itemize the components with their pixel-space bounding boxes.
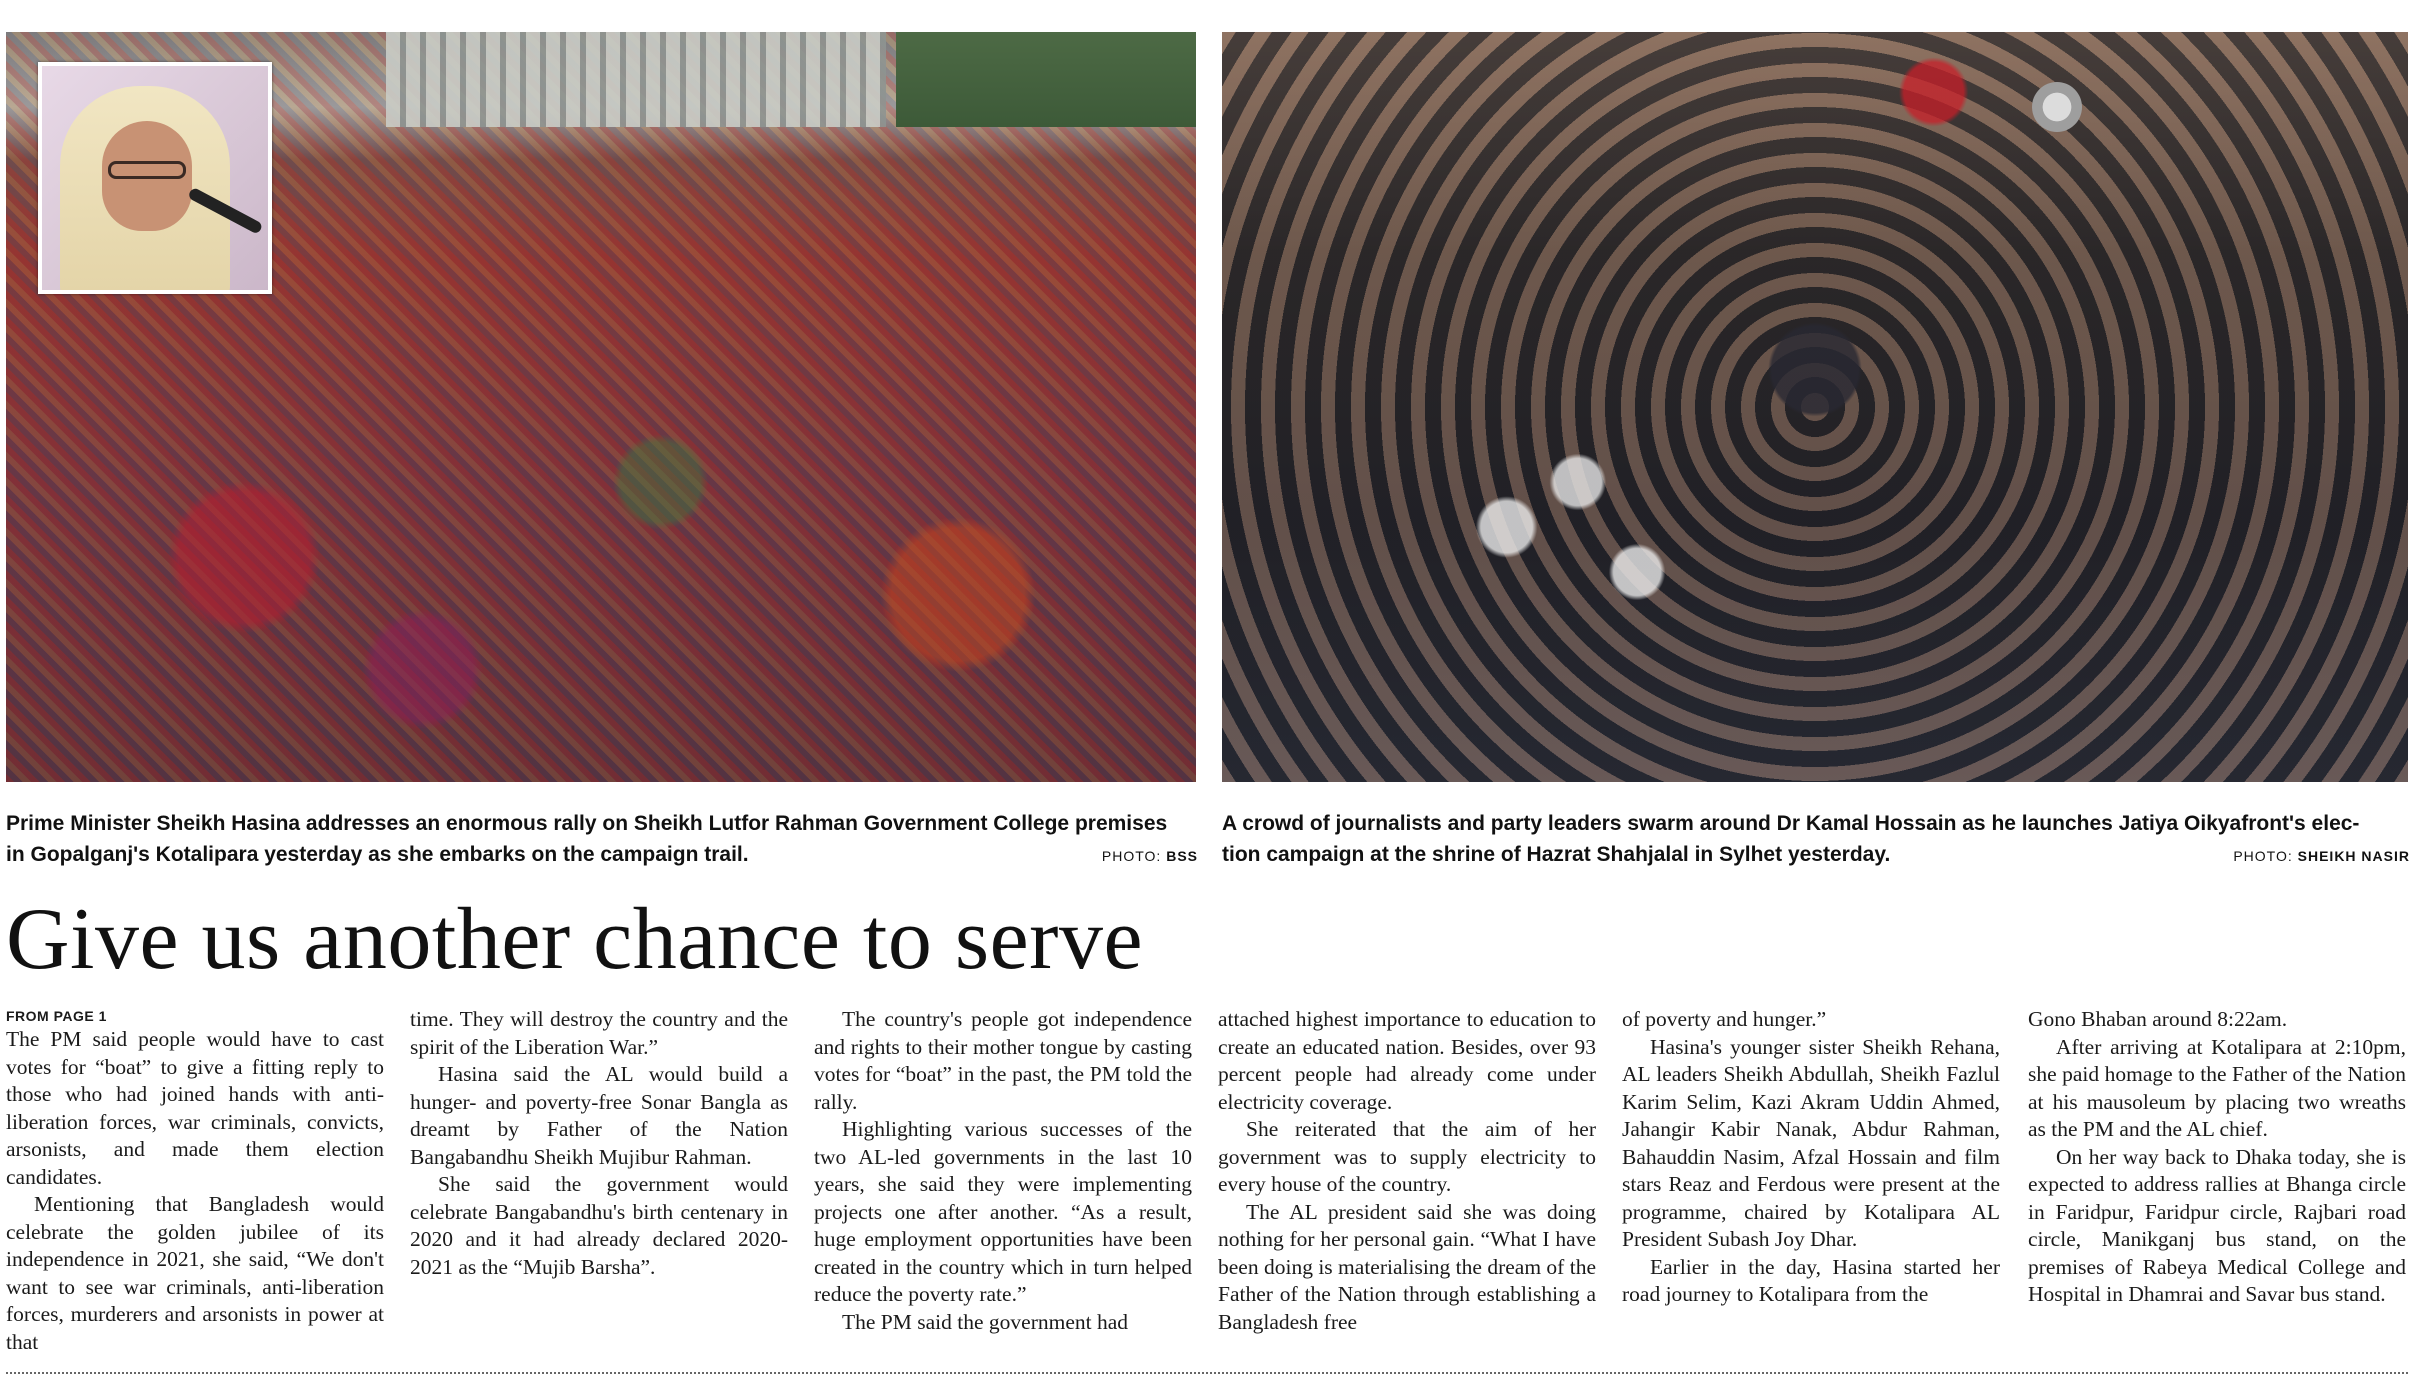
article-column-5	[1622, 1006, 2000, 1364]
paragraph: of poverty and hunger.”	[1622, 1007, 1827, 1031]
tree-line	[896, 32, 1196, 127]
photo-credit: PHOTO: SHEIKH NASIR	[2233, 848, 2410, 864]
caption-line: Prime Minister Sheikh Hasina addresses an enormous rally on Sheikh Lutfor Rahman Government College premises	[6, 812, 1168, 835]
photo-caption-right	[1222, 808, 2410, 872]
paragraph: Highlighting various successes of the two AL-led governments in the last 10 years, she said they were implementing projects one after another. “As a result, huge employment opportunities have been created in the country which in turn helped reduce the poverty rate.”	[814, 1117, 1192, 1306]
article-column-6	[2028, 1006, 2406, 1364]
dotted-divider	[6, 1372, 2408, 1374]
photo-credit: PHOTO: BSS	[1101, 848, 1198, 864]
photo-caption-left	[6, 808, 1198, 872]
megaphone-icon	[2032, 82, 2082, 132]
article-headline: Give us another chance to serve	[6, 891, 1144, 988]
paragraph: On her way back to Dhaka today, she is expected to address rallies at Bhanga circle in Faridpur, Faridpur circle, Rajbari road circle, Manikganj bus stand, on the premises of Rabeya Medical College and Hospital in Dhamrai and Savar bus stand.	[2028, 1144, 2406, 1306]
paragraph: After arriving at Kotalipara at 2:10pm, she paid homage to the Father of the Nation at his mausoleum by placing two wreaths as the PM and the AL chief.	[2028, 1034, 2406, 1141]
college-building	[386, 32, 886, 127]
page-jump-kicker: FROM PAGE 1	[6, 1008, 107, 1024]
paragraph: She reiterated that the aim of her government was to supply electricity to every house of the country.	[1218, 1117, 1596, 1196]
paragraph: Mentioning that Bangladesh would celebrate the golden jubilee of its independence in 2021, she said, “We don't want to see war criminals, anti-liberation forces, murderers and arsonists in power at that	[6, 1192, 384, 1354]
paragraph: Gono Bhaban around 8:22am.	[2028, 1007, 2288, 1031]
article-column-4	[1218, 1006, 1596, 1364]
rally-photo	[6, 32, 1196, 782]
paragraph: She said the government would celebrate Bangabandhu's birth centenary in 2020 and it had already declared 2020-2021 as the “Mujib Barsha”.	[410, 1172, 788, 1279]
caption-line: A crowd of journalists and party leaders swarm around Dr Kamal Hossain as he launches Jatiya Oikyafront's elec-	[1222, 812, 2360, 835]
paragraph: The AL president said she was doing nothing for her personal gain. “What I have been doing is materialising the dream of the Father of the Nation through establishing a Bangladesh free	[1218, 1199, 1596, 1334]
inset-portrait-photo	[38, 62, 272, 294]
paragraph: Hasina said the AL would build a hunger- and poverty-free Sonar Bangla as dreamt by Father of the Nation Bangabandhu Sheikh Mujibur Rahman.	[410, 1062, 788, 1169]
caption-line: tion campaign at the shrine of Hazrat Shahjalal in Sylhet yesterday.	[1222, 843, 1891, 866]
paragraph: attached highest importance to education to create an educated nation. Besides, over 93 percent people had already come under electricity coverage.	[1218, 1007, 1596, 1114]
paragraph: Earlier in the day, Hasina started her road journey to Kotalipara from the	[1622, 1254, 2000, 1306]
crowd-photo	[1222, 32, 2408, 782]
article-column-1	[6, 1006, 384, 1364]
paragraph: Hasina's younger sister Sheikh Rehana, AL leaders Sheikh Abdullah, Sheikh Fazlul Karim Selim, Kazi Akram Uddin Ahmed, Jahangir Kabir Nanak, Abdur Rahman, Bahauddin Nasim, Afzal Hossain and film stars Reaz and Ferdous were present at the programme, chaired by Kotalipara AL President Subash Joy Dhar.	[1622, 1034, 2000, 1251]
caption-line: in Gopalganj's Kotalipara yesterday as she embarks on the campaign trail.	[6, 843, 749, 866]
article-column-3	[814, 1006, 1192, 1364]
article-column-2	[410, 1006, 788, 1364]
paragraph: The country's people got independence and rights to their mother tongue by casting votes for “boat” in the past, the PM told the rally.	[814, 1007, 1192, 1114]
paragraph: time. They will destroy the country and the spirit of the Liberation War.”	[410, 1007, 788, 1059]
paragraph: The PM said the government had	[842, 1309, 1129, 1334]
paragraph: The PM said people would have to cast votes for “boat” to give a fitting reply to those who had joined hands with anti-liberation forces, war criminals, convicts, arsonists, and made them election candidates.	[6, 1027, 384, 1189]
